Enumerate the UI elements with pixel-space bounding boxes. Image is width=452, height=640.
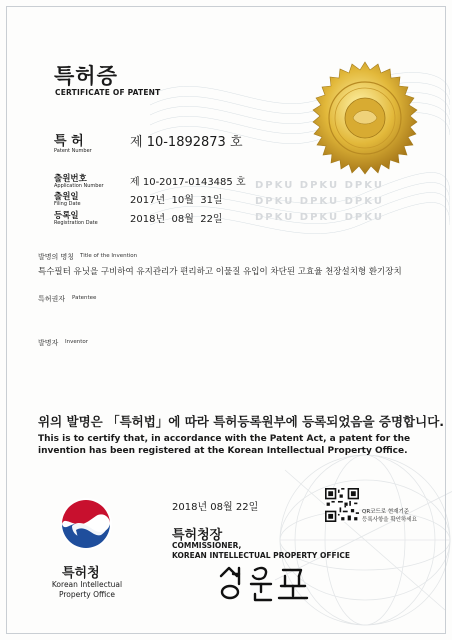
application-number-label: 출원번호 (54, 174, 87, 184)
kipo-emblem-icon (58, 496, 114, 552)
patentee-label: 특허권자 (38, 295, 66, 303)
gold-seal-icon (305, 60, 425, 180)
patentee-label-en: Patentee (72, 295, 97, 301)
commissioner-signature (215, 562, 315, 604)
registration-date-label-en: Registration Date (54, 220, 98, 226)
application-number-label-en: Application Number (54, 183, 104, 189)
application-number-value: 제 10-2017-0143485 호 (130, 177, 246, 188)
qr-instructions: QR코드로 현재기준 등록사항을 확인하세요 (362, 509, 417, 523)
filing-date-label: 출원일 (54, 192, 79, 202)
patent-number-value: 제 10-1892873 호 (130, 135, 243, 150)
commissioner-office-en: KOREAN INTELLECTUAL PROPERTY OFFICE (172, 551, 351, 560)
registration-date-value: 2018년 08월 22일 (130, 214, 223, 225)
certification-statement-ko: 위의 발명은 「특허법」에 따라 특허등록원부에 등록되었음을 증명합니다. (38, 414, 445, 429)
inventor-label-en: Inventor (65, 339, 89, 345)
office-name-en: Korean Intellectual Property Office (51, 580, 123, 599)
certificate-title: 특허증 (54, 64, 118, 88)
filing-date-value: 2017년 10월 31일 (130, 195, 223, 206)
registration-date-label: 등록일 (54, 211, 79, 221)
invention-label: 발명의 명칭 (38, 253, 75, 261)
invention-label-en: Title of the Invention (80, 253, 138, 259)
filing-date-label-en: Filing Date (54, 201, 81, 207)
invention-title: 특수필터 유닛을 구비하여 유지관리가 편리하고 이물질 유입이 차단된 고효율 천장설치형 환기장치 (38, 267, 402, 277)
globe-illustration (265, 430, 452, 635)
patent-number-label: 특 허 (54, 134, 84, 149)
watermark-text: DPKU DPKU DPKU DPKU DPKU DPKU DPKU DPKU DPKU (255, 180, 384, 223)
office-name-ko: 특허청 (62, 566, 100, 581)
commissioner-title-ko: 특허청장 (172, 528, 223, 543)
issue-date: 2018년 08월 22일 (172, 502, 259, 513)
inventor-label: 발명자 (38, 339, 59, 347)
patent-number-label-en: Patent Number (54, 148, 92, 154)
qr-code-icon[interactable] (325, 488, 359, 522)
certificate-subtitle: CERTIFICATE OF PATENT (55, 88, 161, 97)
certification-statement-en: This is to certify that, in accordance with the Patent Act, a patent for the invention has been registered at the Korean Intellectual Property Office. (38, 434, 411, 456)
commissioner-title-en: COMMISSIONER, (172, 541, 242, 550)
